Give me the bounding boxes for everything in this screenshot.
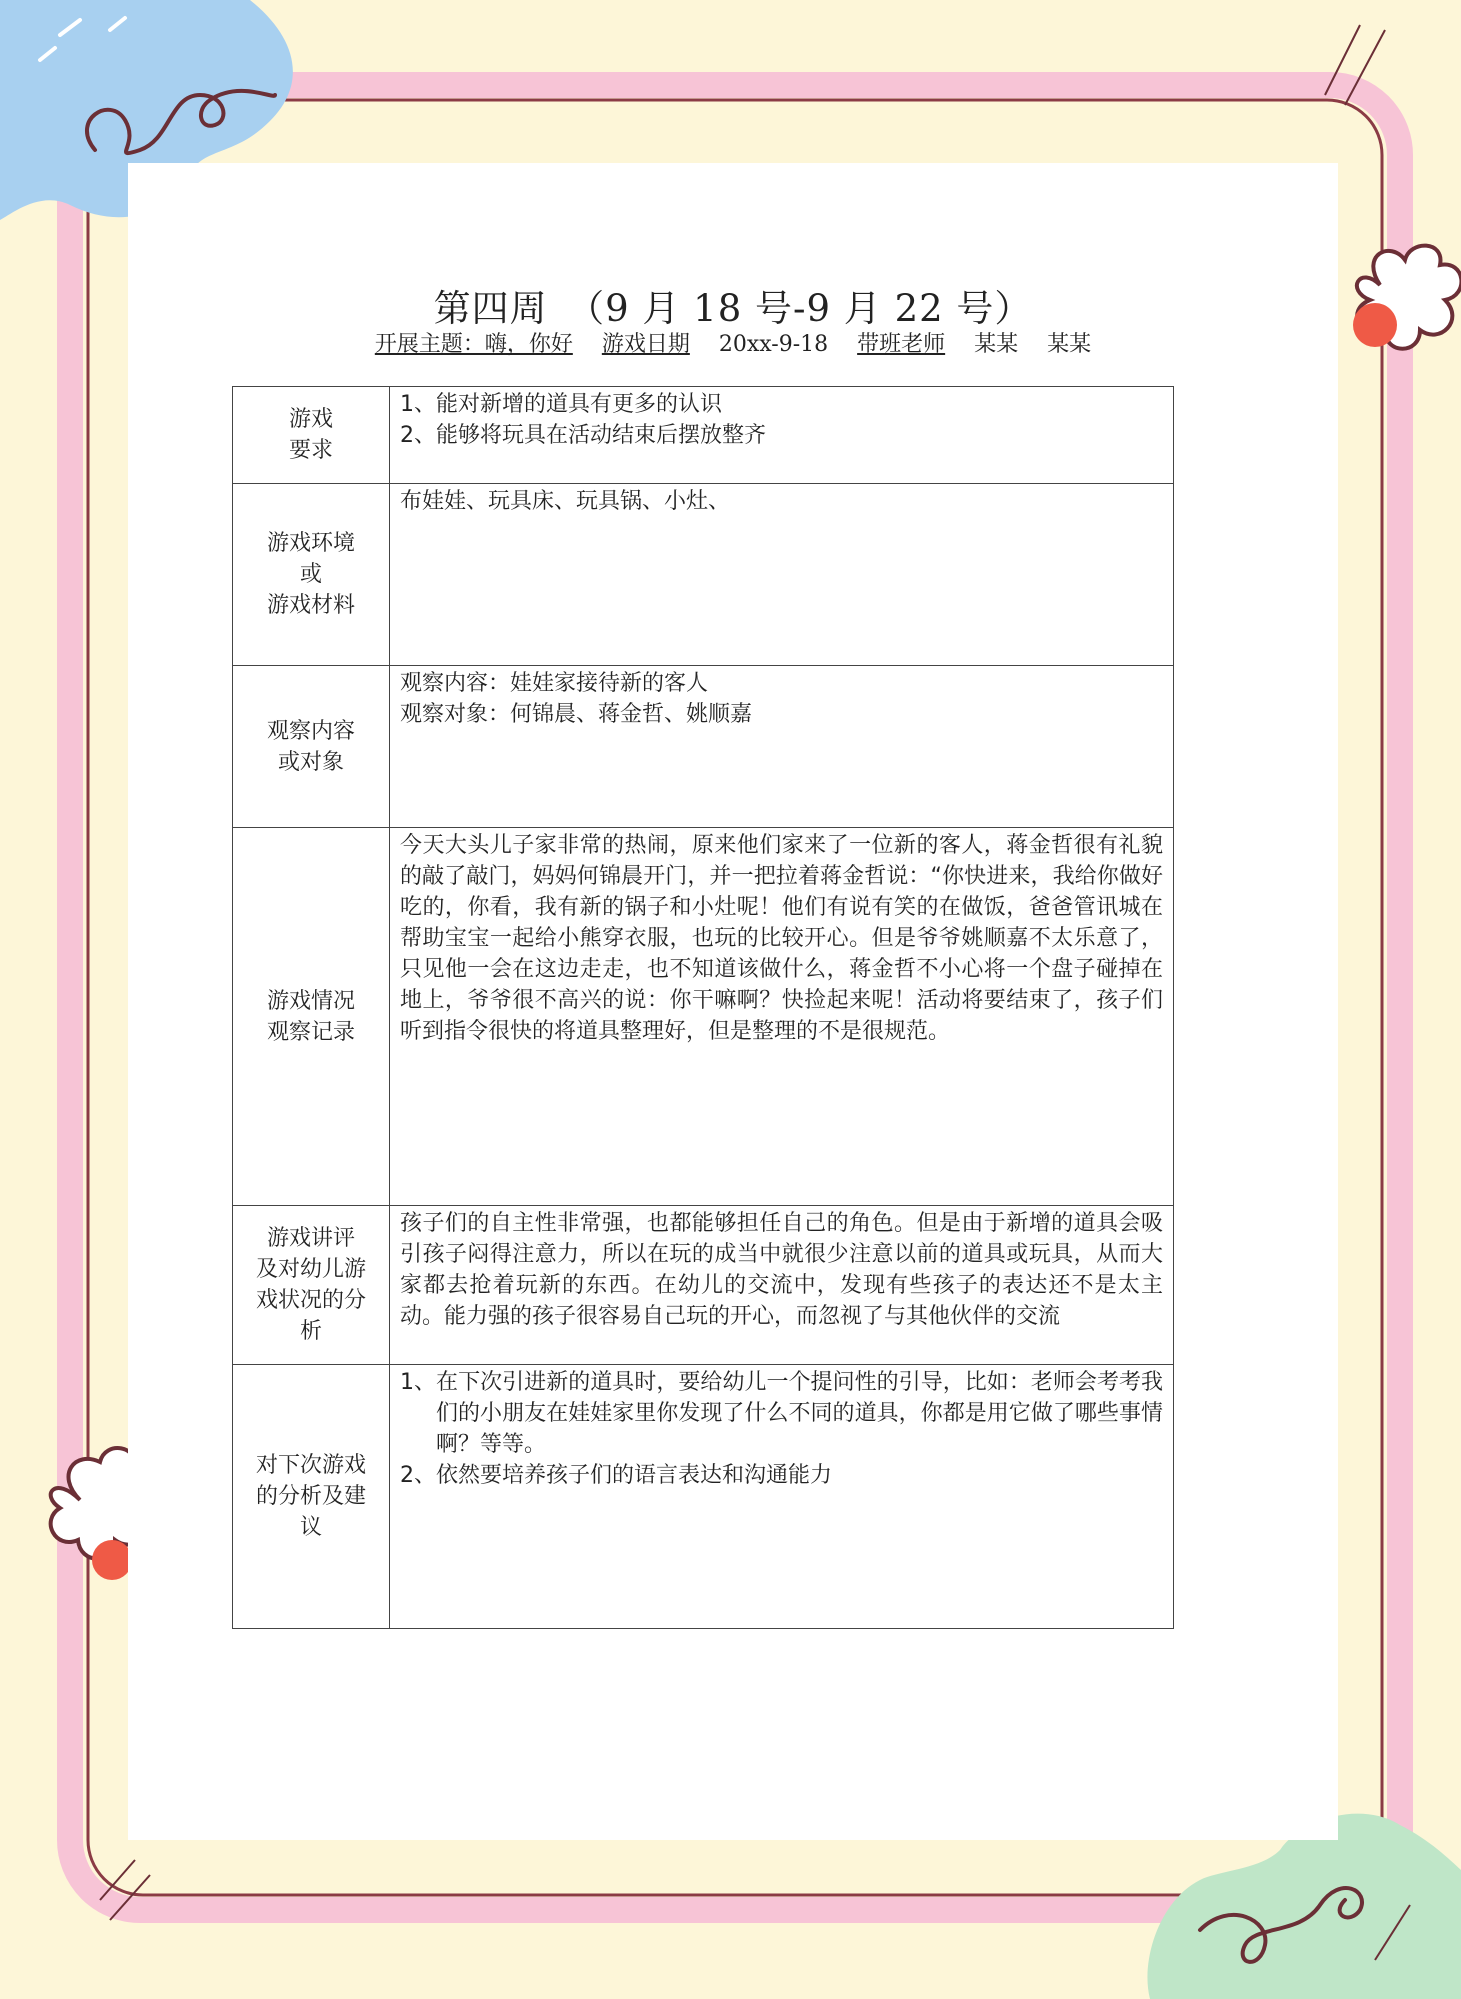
table-row <box>233 1365 1174 1629</box>
teacher-name-1: 某某 <box>974 332 1019 357</box>
row-content <box>390 1206 1174 1365</box>
row-content <box>390 828 1174 1206</box>
table-row <box>233 828 1174 1206</box>
theme-label: 开展主题：嗨，你好 <box>374 332 573 357</box>
row-content <box>390 1365 1174 1629</box>
list-item: 2、能够将玩具在活动结束后摆放整齐 <box>400 423 766 448</box>
paragraph: 孩子们的自主性非常强，也都能够担任自己的角色。但是由于新增的道具会吸引孩子闷得注意力，所以在玩的成当中就很少注意以前的道具或玩具，从而大家都去抢着玩新的东西。在幼儿的交流中，发现有些孩子的表达还不是太主动。能力强的孩子很容易自己玩的开心，而忽视了与其他伙伴的交流 <box>400 1211 1163 1329</box>
row-content <box>390 484 1174 666</box>
row-content <box>390 666 1174 828</box>
row-label: 游戏环境 或 游戏材料 <box>233 484 390 666</box>
paragraph: 今天大头儿子家非常的热闹，原来他们家来了一位新的客人，蒋金哲很有礼貌的敲了敲门，妈妈何锦晨开门，并一把拉着蒋金哲说：“你快进来，我给你做好吃的，你看，我有新的锅子和小灶呢！他们有说有笑的在做饭，爸爸管讯城在帮助宝宝一起给小熊穿衣服，也玩的比较开心。但是爷爷姚顺嘉不太乐意了，只见他一会在这边走走，也不知道该做什么，蒋金哲不小心将一个盘子碰掉在地上，爷爷很不高兴的说：你干嘛啊？快捡起来呢！活动将要结束了，孩子们听到指令很快的将道具整理好，但是整理的不是很规范。 <box>400 833 1163 1044</box>
table-row <box>233 484 1174 666</box>
observation-line: 观察对象：何锦晨、蒋金哲、姚顺嘉 <box>400 702 753 727</box>
activity-table <box>232 386 1174 1629</box>
row-label: 观察内容 或对象 <box>233 666 390 828</box>
list-item: 1、在下次引进新的道具时，要给幼儿一个提问性的引导，比如：老师会考考我们的小朋友在娃娃家里你发现了什么不同的道具，你都是用它做了哪些事情啊？等等。 <box>400 1370 1163 1457</box>
subtitle-line <box>128 327 1338 358</box>
list-item: 2、依然要培养孩子们的语言表达和沟通能力 <box>400 1463 832 1488</box>
table-row <box>233 666 1174 828</box>
row-label: 对下次游戏 的分析及建 议 <box>233 1365 390 1629</box>
date-value: 20xx-9-18 <box>718 332 829 357</box>
observation-line: 观察内容：娃娃家接待新的客人 <box>400 671 709 696</box>
row-label: 游戏情况 观察记录 <box>233 828 390 1206</box>
paragraph: 布娃娃、玩具床、玩具锅、小灶、 <box>400 489 731 514</box>
table-row <box>233 387 1174 484</box>
document-sheet <box>128 163 1338 1840</box>
teacher-name-2: 某某 <box>1047 332 1092 357</box>
date-label: 游戏日期 <box>601 332 690 357</box>
green-blob-shape <box>1147 1814 1461 1999</box>
teacher-label: 带班老师 <box>857 332 946 357</box>
page-title: 第四周 （9 月 18 号-9 月 22 号） <box>433 287 1033 330</box>
flower-icon <box>1353 246 1461 349</box>
row-label: 游戏 要求 <box>233 387 390 484</box>
row-label: 游戏讲评 及对幼儿游 戏状况的分 析 <box>233 1206 390 1365</box>
table-row <box>233 1206 1174 1365</box>
list-item: 1、能对新增的道具有更多的认识 <box>400 392 722 417</box>
row-content <box>390 387 1174 484</box>
